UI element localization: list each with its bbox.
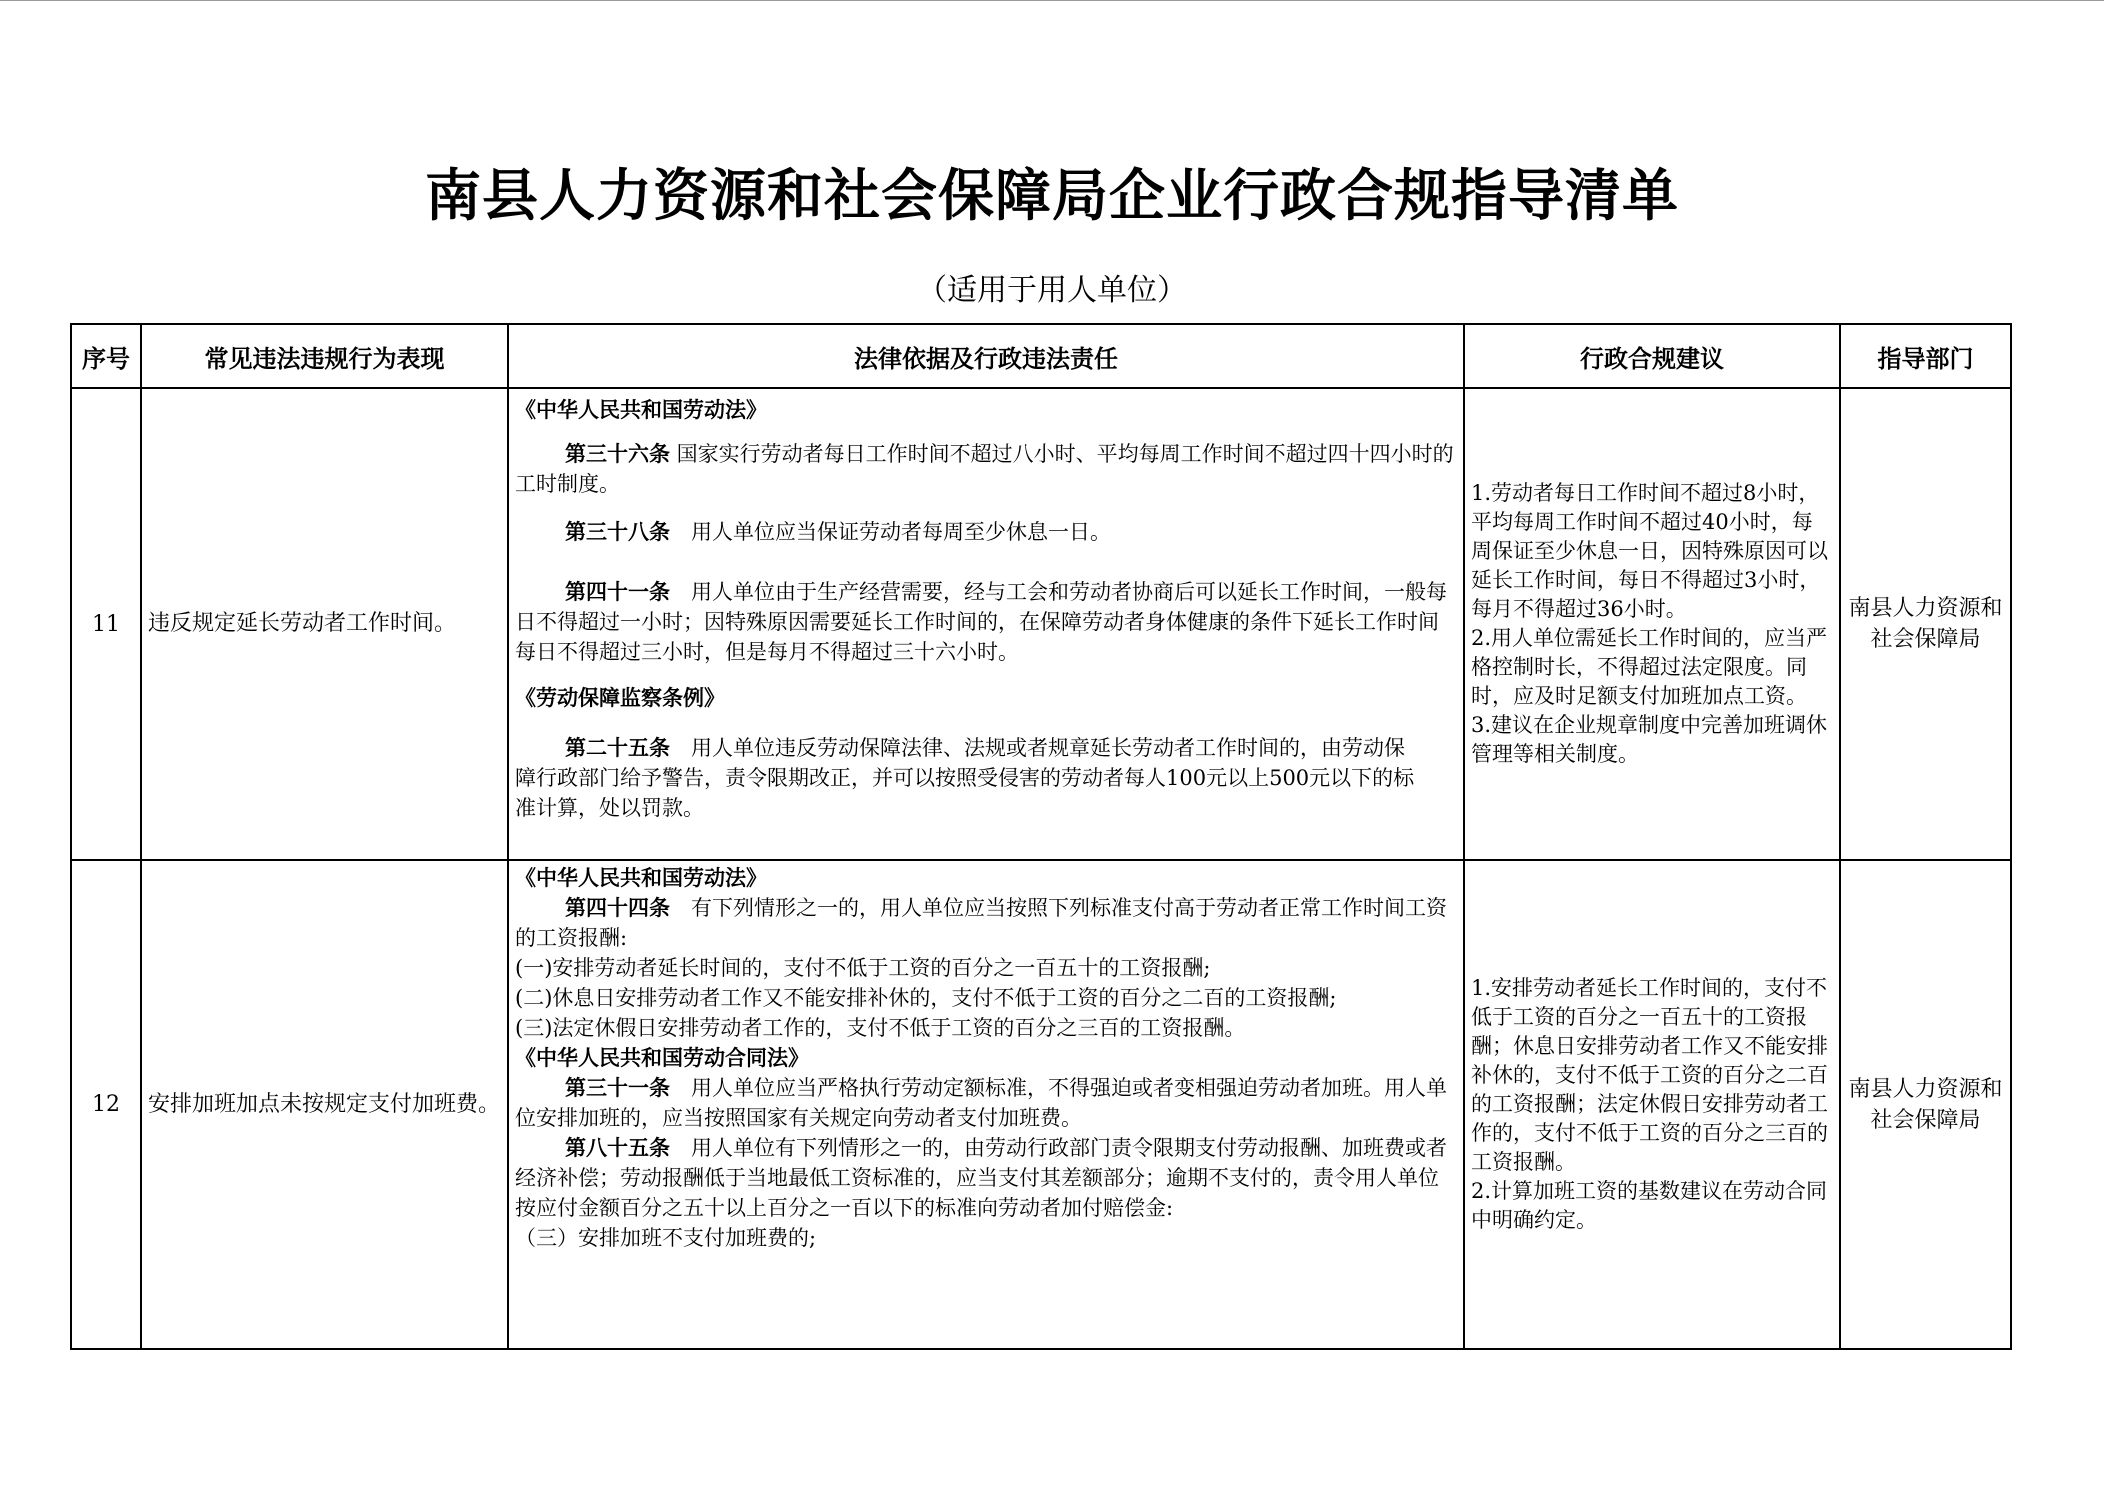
law-item: (三)法定休假日安排劳动者工作的，支付不低于工资的百分之三百的工资报酬。 (515, 1016, 1246, 1040)
law-article (515, 1073, 1457, 1133)
law-title: 《中华人民共和国劳动合同法》 (515, 1046, 809, 1070)
law-article (515, 439, 1457, 499)
table-row (71, 860, 2011, 1349)
row-number: 11 (71, 388, 141, 860)
header-dept: 指导部门 (1840, 324, 2011, 388)
article-text: 用人单位有下列情形之一的，由劳动行政部门责令限期支付劳动报酬、加班费或者经济补偿；劳动报酬低于当地最低工资标准的，应当支付其差额部分；逾期不支付的，责令用人单位按应付金额百分之五十以上百分之一百以下的标准向劳动者加付赔偿金: (515, 1136, 1447, 1220)
row-advice (1464, 860, 1840, 1349)
row-law-basis (508, 860, 1464, 1349)
row-behavior: 违反规定延长劳动者工作时间。 (141, 388, 508, 860)
law-title: 《中华人民共和国劳动法》 (515, 398, 767, 422)
header-advice: 行政合规建议 (1464, 324, 1840, 388)
document-title: 南县人力资源和社会保障局企业行政合规指导清单 (425, 164, 1679, 229)
law-item: （三）安排加班不支付加班费的; (515, 1226, 817, 1250)
law-article (515, 893, 1457, 953)
law-title: 《劳动保障监察条例》 (515, 686, 725, 710)
row-dept: 南县人力资源和社会保障局 (1840, 388, 2011, 860)
advice-item: 2.计算加班工资的基数建议在劳动合同中明确约定。 (1471, 1179, 1828, 1232)
advice-item: 3.建议在企业规章制度中完善加班调休管理等相关制度。 (1471, 713, 1828, 766)
row-dept: 南县人力资源和社会保障局 (1840, 860, 2011, 1349)
row-number: 12 (71, 860, 141, 1349)
article-label: 第三十八条 (565, 520, 670, 544)
table-row (71, 388, 2011, 860)
advice-item: 1.安排劳动者延长工作时间的，支付不低于工资的百分之一百五十的工资报酬；休息日安排劳动者工作又不能安排补休的，支付不低于工资的百分之二百的工资报酬；法定休假日安排劳动者工作的，支付不低于工资的百分之三百的工资报酬。 (1471, 976, 1828, 1174)
article-text: 用人单位应当严格执行劳动定额标准，不得强迫或者变相强迫劳动者加班。用人单位安排加班的，应当按照国家有关规定向劳动者支付加班费。 (515, 1076, 1447, 1130)
row-behavior: 安排加班加点未按规定支付加班费。 (141, 860, 508, 1349)
article-text: 国家实行劳动者每日工作时间不超过八小时、平均每周工作时间不超过四十四小时的工时制度。 (515, 442, 1454, 496)
law-article (515, 733, 1457, 823)
law-article (515, 1133, 1457, 1223)
row-advice (1464, 388, 1840, 860)
article-label: 第四十一条 (565, 580, 670, 604)
advice-item: 1.劳动者每日工作时间不超过8小时，平均每周工作时间不超过40小时，每周保证至少休息一日，因特殊原因可以延长工作时间，每日不得超过3小时，每月不得超过36小时。 (1471, 481, 1828, 621)
advice-item: 2.用人单位需延长工作时间的，应当严格控制时长，不得超过法定限度。同时，应及时足额支付加班加点工资。 (1471, 626, 1828, 708)
law-item: (二)休息日安排劳动者工作又不能安排补休的，支付不低于工资的百分之二百的工资报酬; (515, 986, 1337, 1010)
article-label: 第三十一条 (565, 1076, 670, 1100)
document-subtitle: （适用于用人单位） (917, 273, 1187, 308)
table-header-row (71, 324, 2011, 388)
compliance-table (70, 323, 2012, 1350)
header-no: 序号 (71, 324, 141, 388)
law-item: (一)安排劳动者延长时间的，支付不低于工资的百分之一百五十的工资报酬; (515, 956, 1211, 980)
article-text: 用人单位由于生产经营需要，经与工会和劳动者协商后可以延长工作时间，一般每日不得超过一小时；因特殊原因需要延长工作时间的，在保障劳动者身体健康的条件下延长工作时间每日不得超过三小时，但是每月不得超过三十六小时。 (515, 580, 1447, 664)
law-article (515, 577, 1457, 667)
article-label: 第二十五条 (565, 736, 670, 760)
law-article (515, 517, 1457, 547)
article-label: 第三十六条 (565, 442, 670, 466)
row-law-basis (508, 388, 1464, 860)
article-text: 用人单位违反劳动保障法律、法规或者规章延长劳动者工作时间的，由劳动保障行政部门给予警告，责令限期改正，并可以按照受侵害的劳动者每人100元以上500元以下的标准计算，处以罚款。 (515, 736, 1415, 820)
law-title: 《中华人民共和国劳动法》 (515, 866, 767, 890)
header-behavior: 常见违法违规行为表现 (141, 324, 508, 388)
header-law: 法律依据及行政违法责任 (508, 324, 1464, 388)
page-top-border (0, 0, 2104, 3)
article-label: 第四十四条 (565, 896, 670, 920)
article-text: 有下列情形之一的，用人单位应当按照下列标准支付高于劳动者正常工作时间工资的工资报酬: (515, 896, 1447, 950)
article-label: 第八十五条 (565, 1136, 670, 1160)
article-text: 用人单位应当保证劳动者每周至少休息一日。 (670, 520, 1111, 544)
